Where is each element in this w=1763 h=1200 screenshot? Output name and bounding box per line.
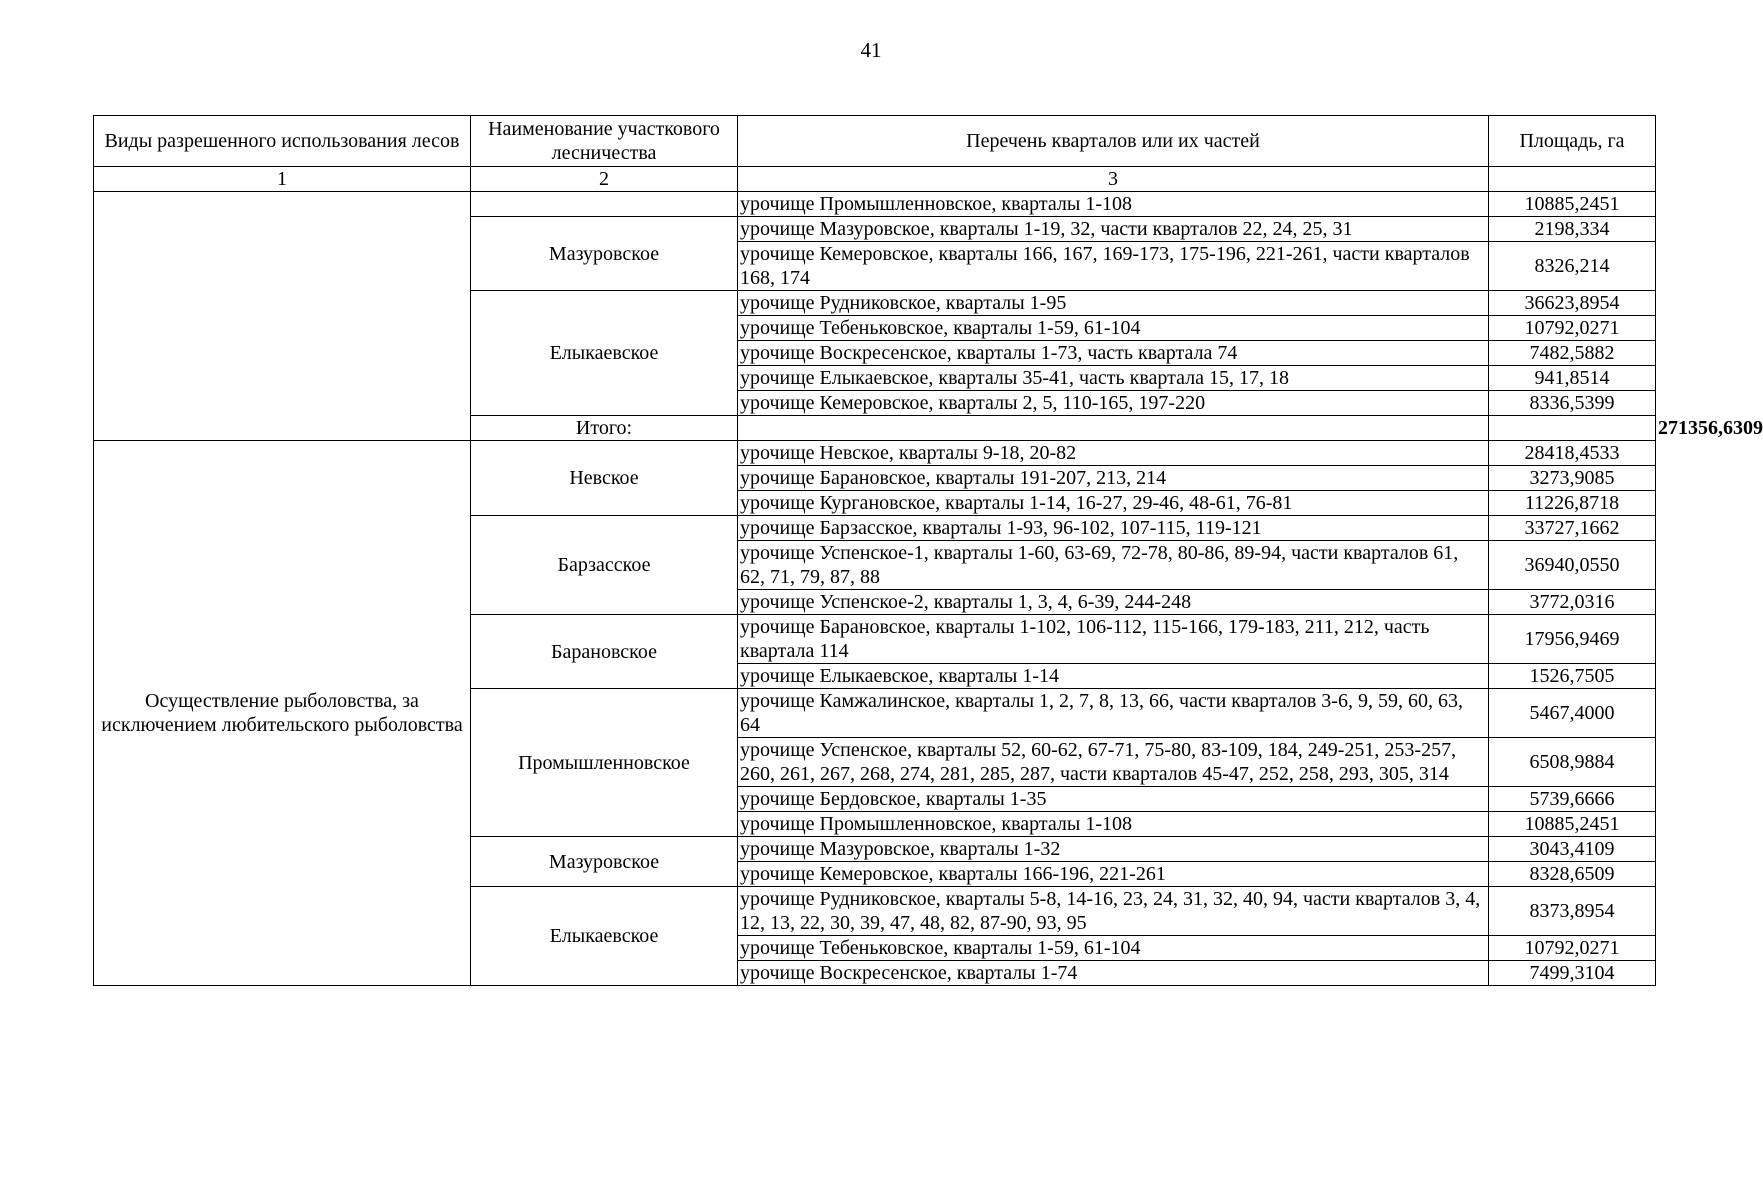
forestry-cell: Елыкаевское: [471, 291, 738, 416]
quarters-cell: урочище Рудниковское, кварталы 1-95: [738, 291, 1489, 316]
quarters-cell: урочище Елыкаевское, кварталы 35-41, часть квартала 15, 17, 18: [738, 366, 1489, 391]
header-allowed-use: Виды разрешенного использования лесов: [94, 116, 471, 167]
quarters-cell: урочище Успенское, кварталы 52, 60-62, 67-71, 75-80, 83-109, 184, 249-251, 253-257, 260, 261, 267, 268, 274, 281, 285, 287, части кварталов 45-47, 252, 258, 293, 305, 314: [738, 738, 1489, 787]
quarters-cell: урочище Рудниковское, кварталы 5-8, 14-16, 23, 24, 31, 32, 40, 94, части кварталов 3, 4, 12, 13, 22, 30, 39, 47, 48, 82, 87-90, 93, 95: [738, 887, 1489, 936]
area-cell: 28418,4533: [1489, 441, 1656, 466]
column-number-empty: [1489, 167, 1656, 192]
quarters-cell: урочище Тебеньковское, кварталы 1-59, 61-104: [738, 316, 1489, 341]
quarters-cell: урочище Невское, кварталы 9-18, 20-82: [738, 441, 1489, 466]
forestry-cell: Мазуровское: [471, 217, 738, 291]
area-cell: 2198,334: [1489, 217, 1656, 242]
forestry-cell: Барановское: [471, 615, 738, 689]
area-cell: 5739,6666: [1489, 787, 1656, 812]
area-cell: 36623,8954: [1489, 291, 1656, 316]
area-cell: 3772,0316: [1489, 590, 1656, 615]
area-cell: 10792,0271: [1489, 316, 1656, 341]
total-label: Итого:: [471, 416, 738, 441]
area-cell: 5467,4000: [1489, 689, 1656, 738]
total-empty-cell: [1489, 416, 1656, 441]
area-cell: 17956,9469: [1489, 615, 1656, 664]
quarters-cell: урочище Барзасское, кварталы 1-93, 96-102, 107-115, 119-121: [738, 516, 1489, 541]
quarters-cell: урочище Воскресенское, кварталы 1-73, часть квартала 74: [738, 341, 1489, 366]
area-cell: 8328,6509: [1489, 862, 1656, 887]
quarters-cell: урочище Кургановское, кварталы 1-14, 16-27, 29-46, 48-61, 76-81: [738, 491, 1489, 516]
forestry-cell: Мазуровское: [471, 837, 738, 887]
page-number: 41: [860, 38, 882, 62]
quarters-cell: урочище Кемеровское, кварталы 166-196, 221-261: [738, 862, 1489, 887]
quarters-cell: урочище Бердовское, кварталы 1-35: [738, 787, 1489, 812]
quarters-cell: урочище Успенское-2, кварталы 1, 3, 4, 6-39, 244-248: [738, 590, 1489, 615]
area-cell: 6508,9884: [1489, 738, 1656, 787]
activity-cell-empty: [94, 192, 471, 441]
quarters-cell: урочище Тебеньковское, кварталы 1-59, 61-104: [738, 936, 1489, 961]
area-cell: 10792,0271: [1489, 936, 1656, 961]
total-row: Итого: 271356,6309: [94, 416, 1656, 441]
quarters-cell: урочище Воскресенское, кварталы 1-74: [738, 961, 1489, 986]
quarters-cell: урочище Мазуровское, кварталы 1-19, 32, части кварталов 22, 24, 25, 31: [738, 217, 1489, 242]
table-row: [94, 441, 1656, 466]
table-header-row: [94, 116, 1656, 167]
column-number-row: [94, 167, 1656, 192]
area-cell: 1526,7505: [1489, 664, 1656, 689]
area-cell: 941,8514: [1489, 366, 1656, 391]
area-cell: 7482,5882: [1489, 341, 1656, 366]
quarters-cell: урочище Елыкаевское, кварталы 1-14: [738, 664, 1489, 689]
column-number: 1: [94, 167, 471, 192]
area-cell: 8326,214: [1489, 242, 1656, 291]
activity-cell: Осуществление рыболовства, за исключением любительского рыболовства: [94, 441, 471, 986]
forestry-cell: Елыкаевское: [471, 887, 738, 986]
quarters-cell: урочище Мазуровское, кварталы 1-32: [738, 837, 1489, 862]
forestry-cell: Невское: [471, 441, 738, 516]
quarters-cell: урочище Промышленновское, кварталы 1-108: [738, 812, 1489, 837]
quarters-cell: урочище Промышленновское, кварталы 1-108: [738, 192, 1489, 217]
quarters-cell: урочище Камжалинское, кварталы 1, 2, 7, 8, 13, 66, части кварталов 3-6, 9, 59, 60, 63, 64: [738, 689, 1489, 738]
quarters-cell: урочище Барановское, кварталы 191-207, 213, 214: [738, 466, 1489, 491]
header-forestry-name: Наименование участкового лесничества: [471, 116, 738, 167]
column-number: 3: [738, 167, 1489, 192]
area-cell: 7499,3104: [1489, 961, 1656, 986]
allowed-use-table: [93, 115, 1763, 986]
header-area: Площадь, га: [1489, 116, 1656, 167]
total-empty-cell: [738, 416, 1489, 441]
quarters-cell: урочище Кемеровское, кварталы 2, 5, 110-165, 197-220: [738, 391, 1489, 416]
quarters-cell: урочище Успенское-1, кварталы 1-60, 63-69, 72-78, 80-86, 89-94, части кварталов 61, 62, 71, 79, 87, 88: [738, 541, 1489, 590]
area-cell: 3273,9085: [1489, 466, 1656, 491]
quarters-cell: урочище Барановское, кварталы 1-102, 106-112, 115-166, 179-183, 211, 212, часть квартала 114: [738, 615, 1489, 664]
area-cell: 10885,2451: [1489, 192, 1656, 217]
area-cell: 10885,2451: [1489, 812, 1656, 837]
table-row: [94, 192, 1656, 217]
forestry-cell: Промышленновское: [471, 689, 738, 837]
forestry-cell-empty: [471, 192, 738, 217]
header-quarters-list: Перечень кварталов или их частей: [738, 116, 1489, 167]
forestry-cell: Барзасское: [471, 516, 738, 615]
area-cell: 3043,4109: [1489, 837, 1656, 862]
area-cell: 8336,5399: [1489, 391, 1656, 416]
area-cell: 36940,0550: [1489, 541, 1656, 590]
area-cell: 8373,8954: [1489, 887, 1656, 936]
area-cell: 11226,8718: [1489, 491, 1656, 516]
area-cell: 33727,1662: [1489, 516, 1656, 541]
quarters-cell: урочище Кемеровское, кварталы 166, 167, 169-173, 175-196, 221-261, части кварталов 168, 174: [738, 242, 1489, 291]
column-number: 2: [471, 167, 738, 192]
